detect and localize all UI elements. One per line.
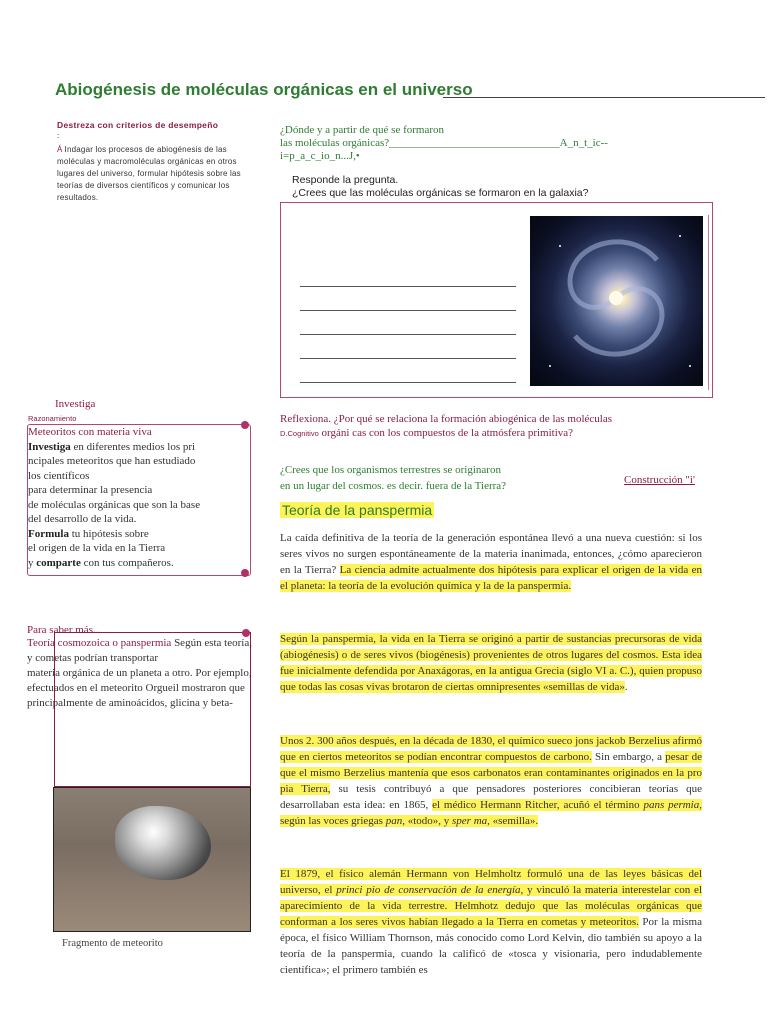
razonamiento-label: Razonamiento bbox=[28, 414, 77, 423]
saber-mas-title: Para saber más... bbox=[27, 624, 102, 636]
paragraph-4: El 1879, el físico alemán Hermann von Helmholtz formuló una de las leyes básicas del universo, el princi pio de conservación de la energía, y vinculó la materia interestelar con el aparecimiento de la vida terrestre. Helmhotz dedujo que las moléculas orgánicas que conforman a los seres vivos habían llegado a la Tierra en cometas y meteoritos. Por la misma época, el físico William Thornson, más conocido como Lord Kelvin, dio también su apoyo a la teoría de la panspermia, cuando la calificó de «tosca y visionaria, pero indudablemente científica»; el primero también es bbox=[280, 868, 702, 976]
answer-line[interactable] bbox=[300, 310, 516, 311]
section-heading-panspermia: Teoría de la panspermia bbox=[282, 502, 433, 518]
investiga-line: del desarrollo de la vida. bbox=[28, 513, 137, 525]
prompt-instruction: Responde la pregunta. bbox=[292, 174, 399, 186]
destreza-body bbox=[57, 144, 242, 204]
answer-line[interactable] bbox=[300, 286, 516, 287]
galaxy-prompt bbox=[292, 174, 589, 200]
galaxy-arms bbox=[530, 216, 703, 386]
construccion-label: Construcción "i' bbox=[624, 474, 695, 486]
destreza-heading: Destreza con criterios de desempeño bbox=[57, 120, 219, 130]
saber-mas-text: Teoría cosmozoica o panspermia Según esta teoría, y cometas podrían transportar materia orgánica de un planeta a otro. Por ejemplo, efectuados en el meteorito Orgueil mostraron que principalmente de aminoácidos, glicina y beta- bbox=[27, 637, 252, 709]
investiga-line: para determinar la presencia bbox=[28, 484, 153, 496]
formula-verb: Formula bbox=[28, 527, 69, 540]
reflexiona-block: Reflexiona. ¿Por qué se relaciona la formación abiogénica de las moléculas D.Cognitivo orgáni cas con los compuestos de la atmósfera primitiva? bbox=[280, 413, 613, 439]
investiga-verb: Investiga bbox=[28, 440, 71, 453]
paragraph-2: Según la panspermia, la vida en la Tierra se originó a partir de sustancias precursoras de vida (abiogénesis) o de seres vivos (biogénesis) provenientes de otros lugares del cosmos. Esta idea fue inicialmente defendida por Anaxágoras, en la antigua Grecia (siglo VI a. C.), quien propuso que todas las cosas vivas brotaron de ciertas omnipresentes «semillas de vida». bbox=[280, 633, 702, 693]
destreza-text: Indagar los procesos de abiogénesis de las moléculas y macromoléculas orgánicas en otros lugares del universo, formular hipótesis sobre las teorías de diversos científicos y comunicar los resultados. bbox=[57, 145, 241, 202]
answer-line[interactable] bbox=[300, 358, 516, 359]
comparte-verb: comparte bbox=[36, 556, 81, 569]
question-origin-line1: ¿Dónde y a partir de qué se formaron bbox=[280, 124, 445, 136]
title-rule bbox=[443, 97, 765, 98]
question-cosmos: ¿Crees que los organismos terrestres se originaron en un lugar del cosmos. es decir. fuera de la Tierra? bbox=[280, 464, 507, 492]
dcognitivo-label: D.Cognitivo bbox=[280, 429, 319, 438]
meteorite-caption: Fragmento de meteorito bbox=[62, 938, 163, 949]
investiga-line: de moléculas orgánicas que son la base bbox=[28, 498, 201, 511]
answer-line[interactable] bbox=[300, 334, 516, 335]
investiga-line: Formula tu hipótesis sobre bbox=[28, 527, 149, 540]
investiga-line: el origen de la vida en la Tierra bbox=[28, 542, 166, 554]
reflexiona-label: Reflexiona bbox=[280, 413, 329, 425]
investiga-line: y comparte con tus compañeros. bbox=[28, 556, 174, 569]
bullet-dot bbox=[241, 569, 249, 577]
answer-line[interactable] bbox=[300, 382, 516, 383]
question-origin bbox=[280, 124, 700, 163]
destreza-bullet: Á bbox=[57, 145, 63, 154]
investiga-text bbox=[28, 425, 260, 570]
question-origin-line3: i=p_a_c_io_n...J,• bbox=[280, 150, 360, 162]
investiga-line: ncipales meteoritos que han estudiado bbox=[28, 455, 196, 467]
paragraph-3: Unos 2. 300 años después, en la década de 1830, el químico sueco jons jackob Berzelius afirmó que en ciertos meteoritos se podían encontrar compuestos de carbono. Sin embargo, a pesar de que el mismo Berzelius mantenía que esos carbonatos eran contaminantes originados en la pro pia Tierra, su tesis contribuyó a que pensadores posteriores concibieran teorías que desarrollaban esta idea: en 1865, el médico Hermann Ritcher, acuñó el término pans permia, según las voces griegas pan, «todo», y sper ma, «semilla». bbox=[280, 735, 702, 827]
answer-frame-rule bbox=[708, 215, 709, 390]
investiga-title: Investiga bbox=[55, 398, 96, 410]
investiga-line: Investiga en diferentes medios los pri bbox=[28, 440, 196, 453]
galaxy-image bbox=[530, 216, 703, 386]
prompt-question: ¿Crees que las moléculas orgánicas se formaron en la galaxia? bbox=[292, 187, 589, 199]
destreza-colon: : bbox=[57, 131, 60, 140]
paragraph-1: La caída definitiva de la teoría de la generación espontánea llevó a una nueva cuestión: si los seres vivos no surgen espontáneamente de la materia inanimada, entonces, ¿cómo aparecieron en la Tierra? La ciencia admite actualmente dos hipótesis para explicar el origen de la vida en el planeta: la teoría de la evolución química y la de la panspermia. bbox=[280, 532, 702, 592]
page-title: Abiogénesis de moléculas orgánicas en el universo bbox=[55, 80, 473, 99]
cosmozoica-term: Teoría cosmozoica o panspermia bbox=[27, 637, 172, 649]
question-origin-line2: las moléculas orgánicas?_______________________________A_n_t_ic-- bbox=[280, 137, 608, 149]
investiga-line: los científicos bbox=[28, 469, 90, 482]
investiga-subtitle: Meteoritos con materia viva bbox=[28, 426, 152, 438]
